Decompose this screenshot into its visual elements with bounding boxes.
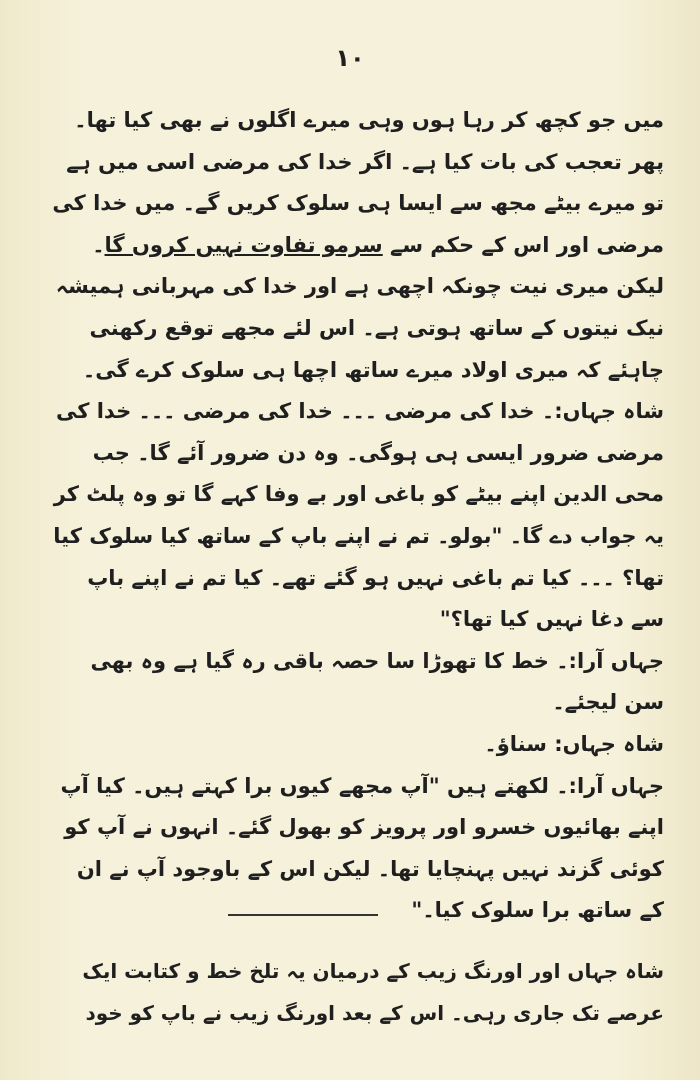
paragraph-1-text-after: ۔ لیکن میری نیت چونکہ اچھی ہے اور خدا کی مہربانی ہمیشہ نیک نیتوں کے ساتھ ہوتی ہے۔ اس لئے مجھے توقع رکھنی چاہئے کہ میری اولاد میرے ساتھ اچھا ہی سلوک کرے گی۔: [55, 232, 664, 382]
dialogue-text: سناؤ۔: [484, 731, 547, 756]
speaker-name: شاہ جہاں:۔: [541, 399, 664, 424]
underlined-phrase: سرمو تفاوت نہیں کروں گا: [104, 232, 383, 257]
paragraph-2: [52, 391, 664, 641]
footnote-text: شاہ جہاں اور اورنگ زیب کے درمیان یہ تلخ خط و کتابت ایک عرصے تک جاری رہی۔ اس کے بعد اورنگ زیب نے باپ کو خود: [82, 959, 664, 1025]
speaker-name: جہاں آرا:۔: [556, 648, 664, 673]
speaker-name: شاہ جہاں:: [554, 731, 664, 756]
page-number: ۱۰: [335, 44, 365, 72]
paragraph-5: [52, 766, 664, 932]
footnote-divider: [228, 914, 378, 916]
dialogue-text: خدا کی مرضی ۔۔۔ خدا کی مرضی ۔۔۔ خدا کی مرضی ضرور ایسی ہی ہوگی۔ وہ دن ضرور آئے گا۔ جب محی الدین اپنے بیٹے کو باغی اور بے وفا کہے گا تو وہ پلٹ کر یہ جواب دے گا۔ "بولو۔ تم نے اپنے باپ کے ساتھ کیا سلوک کیا تھا؟ ۔۔۔ کیا تم باغی نہیں ہو گئے تھے۔ کیا تم نے اپنے باپ سے دغا نہیں کیا تھا؟": [53, 399, 664, 632]
dialogue-text: خط کا تھوڑا سا حصہ باقی رہ گیا ہے وہ بھی سن لیجئے۔: [90, 648, 664, 715]
paragraph-1-text-before: میں جو کچھ کر رہا ہوں وہی میرے اگلوں نے بھی کیا تھا۔ پھر تعجب کی بات کیا ہے۔ اگر خدا کی مرضی اسی میں ہے تو میرے بیٹے مجھ سے ایسا ہی سلوک کریں گے۔ میں خدا کی مرضی اور اس کے حکم سے: [52, 108, 664, 257]
paragraph-1: [52, 100, 664, 391]
speaker-name: جہاں آرا:۔: [556, 773, 664, 798]
paragraph-4: [52, 724, 664, 766]
dialogue-text: لکھتے ہیں "آپ مجھے کیوں برا کہتے ہیں۔ کیا آپ اپنے بھائیوں خسرو اور پرویز کو بھول گئے۔ انہوں نے آپ کو کوئی گزند نہیں پہنچایا تھا۔ لیکن اس کے باوجود آپ نے ان کے ساتھ برا سلوک کیا۔": [60, 773, 664, 923]
main-text: [52, 100, 664, 932]
footnote: [52, 950, 664, 1034]
paragraph-3: [52, 641, 664, 724]
